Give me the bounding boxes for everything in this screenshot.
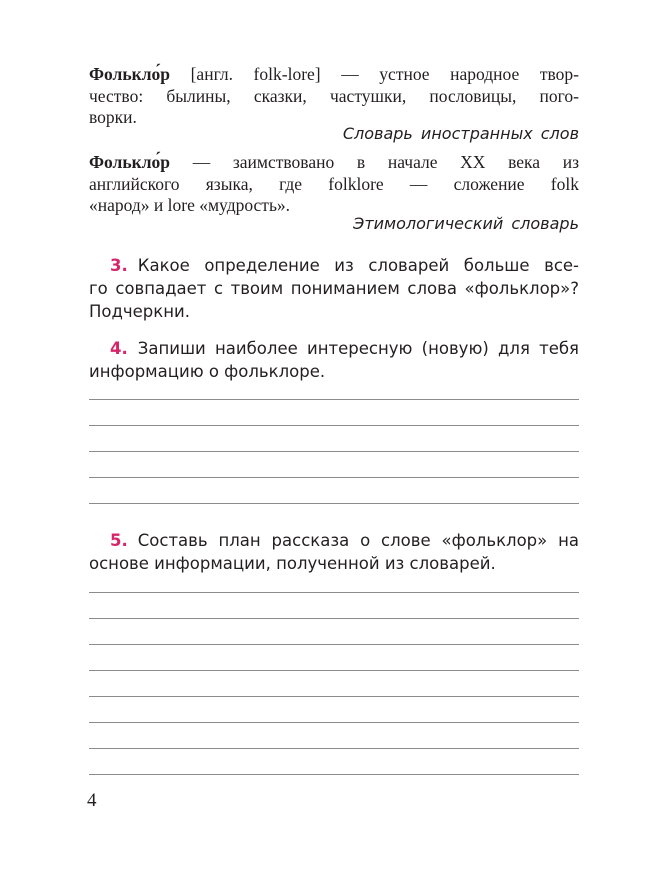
term: Фолькло́р [89,64,171,84]
answer-line[interactable] [89,722,579,723]
task-number: 5. [110,531,128,550]
answer-line[interactable] [89,503,579,504]
definition-etymological: Фолькло́р — заимствовано в начале XX века из английского языка, где folklore — сложение folk «народ» и lore «мудрость». [89,152,580,215]
task-number: 3. [110,256,128,275]
term: Фолькло́р [89,152,171,172]
task-number: 4. [110,339,128,358]
task-3: 3. Какое определение из словарей больше все- го совпадает с твоим пониманием слова «фольклор»? Подчеркни. [89,256,579,321]
answer-line[interactable] [89,618,579,619]
answer-line[interactable] [89,399,579,400]
answer-line[interactable] [89,748,579,749]
answer-line[interactable] [89,477,579,478]
task-4: 4. Запиши наиболее интересную (новую) для тебя информацию о фольклоре. [89,339,579,381]
page-number: 4 [87,790,97,811]
answer-line[interactable] [89,425,579,426]
source-foreign-words: Словарь иностранных слов [342,124,579,143]
answer-line[interactable] [89,774,579,775]
definition-foreign-words: Фолькло́р [англ. folk-lore] — устное народное твор- чество: былины, сказки, частушки, пословицы, пого- ворки. [89,64,579,127]
answer-line[interactable] [89,644,579,645]
answer-line[interactable] [89,592,579,593]
answer-line[interactable] [89,696,579,697]
answer-line[interactable] [89,670,579,671]
answer-line[interactable] [89,451,579,452]
source-etymological: Этимологический словарь [353,214,579,233]
task-5: 5. Составь план рассказа о слове «фольклор» на основе информации, полученной из словарей. [89,531,579,573]
